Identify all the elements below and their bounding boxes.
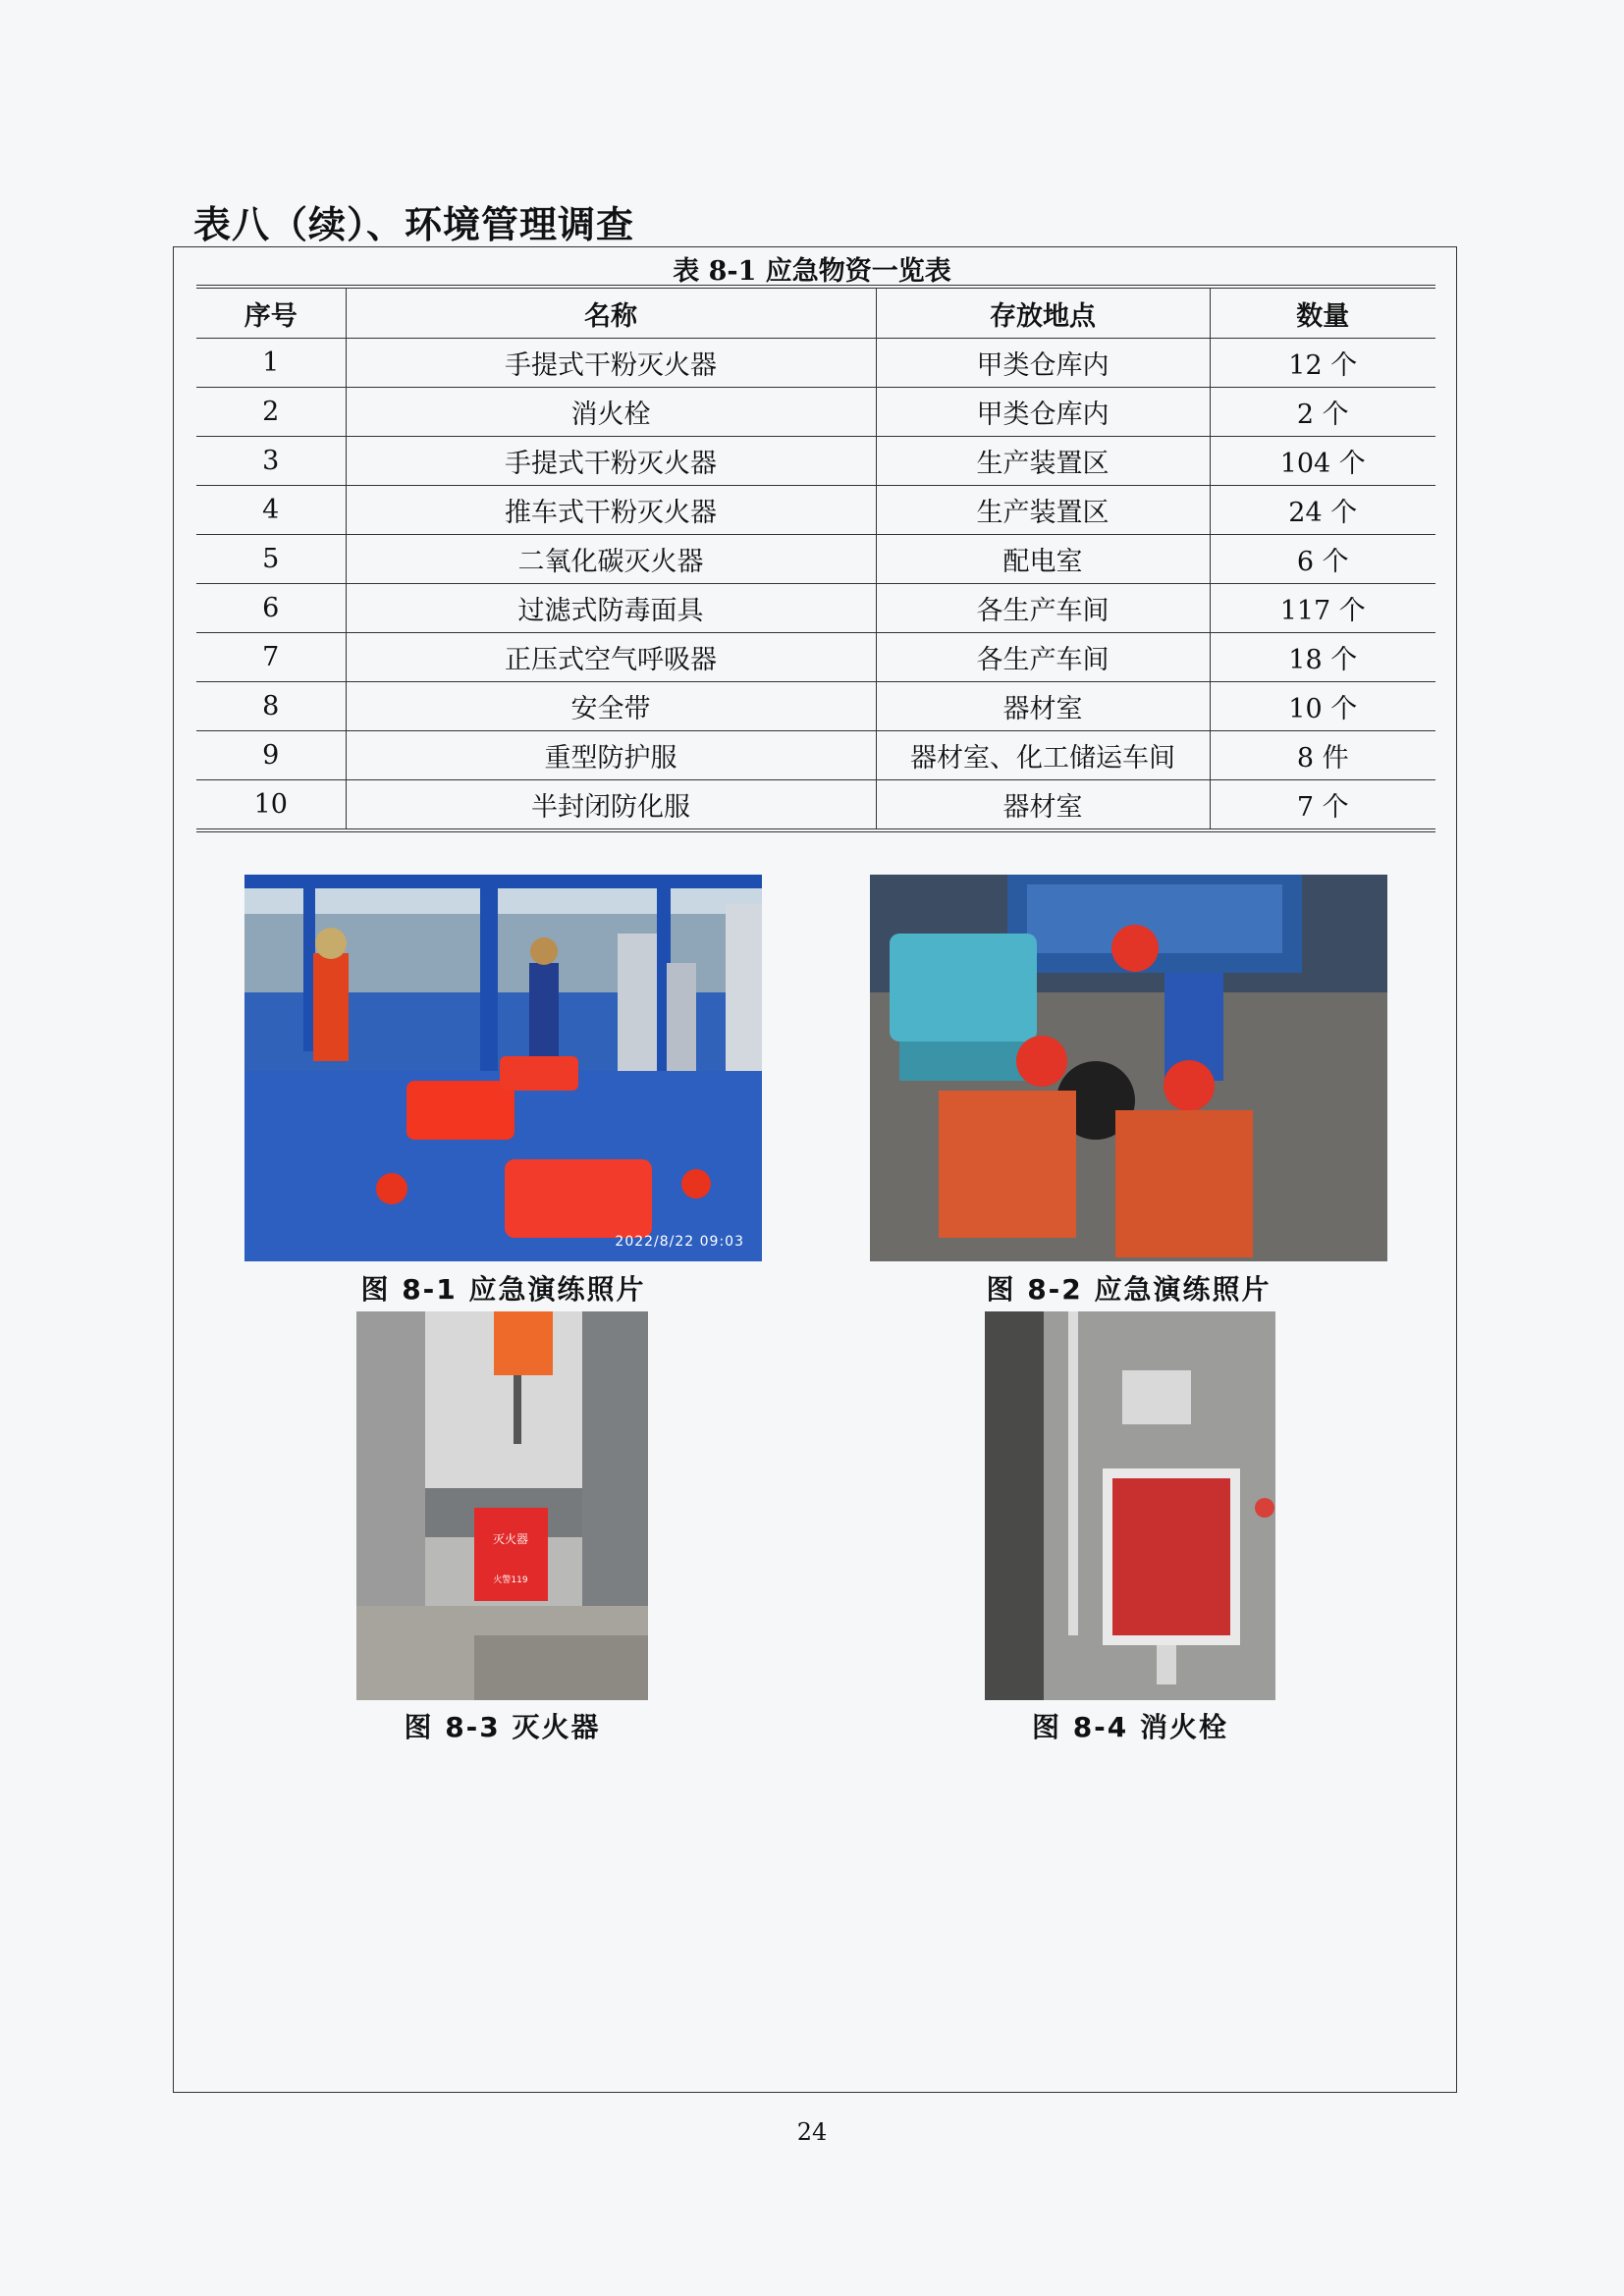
cell-name: 手提式干粉灭火器: [346, 437, 876, 486]
figure-caption-8-2: 图 8-2 应急演练照片: [986, 1273, 1272, 1306]
table-row: [196, 339, 1435, 388]
cell-name: 二氧化碳灭火器: [346, 535, 876, 584]
table-row: [196, 682, 1435, 731]
photo-timestamp: 2022/8/22 09:03: [615, 1234, 744, 1250]
table-caption: 表 8-1 应急物资一览表: [673, 256, 951, 287]
table-row: [196, 388, 1435, 437]
drill-photo-1: [244, 875, 762, 1261]
cell-location: 器材室: [876, 682, 1210, 731]
cell-location: 各生产车间: [876, 633, 1210, 682]
cell-name: 推车式干粉灭火器: [346, 486, 876, 535]
cell-quantity: 12 个: [1210, 339, 1435, 388]
fire-extinguisher-photo: [356, 1311, 648, 1700]
cell-quantity: 6 个: [1210, 535, 1435, 584]
cell-quantity: 2 个: [1210, 388, 1435, 437]
cell-index: 7: [196, 633, 346, 682]
cell-quantity: 7 个: [1210, 780, 1435, 831]
header-name: 名称: [346, 287, 876, 339]
extinguisher-box-label: 灭火器: [492, 1532, 529, 1546]
cell-quantity: 24 个: [1210, 486, 1435, 535]
cell-name: 半封闭防化服: [346, 780, 876, 831]
table-row: [196, 731, 1435, 780]
cell-index: 1: [196, 339, 346, 388]
cell-name: 消火栓: [346, 388, 876, 437]
cell-index: 3: [196, 437, 346, 486]
cell-location: 生产装置区: [876, 486, 1210, 535]
section-heading: 表八（续）、环境管理调查: [193, 203, 635, 246]
cell-quantity: 104 个: [1210, 437, 1435, 486]
table-row: [196, 633, 1435, 682]
table-row: [196, 437, 1435, 486]
extinguisher-box-phone: 火警119: [493, 1575, 528, 1585]
table-row: [196, 535, 1435, 584]
cell-location: 配电室: [876, 535, 1210, 584]
header-quantity: 数量: [1210, 287, 1435, 339]
cell-name: 过滤式防毒面具: [346, 584, 876, 633]
fire-extinguisher-photo-image: [356, 1311, 648, 1700]
table-row: [196, 486, 1435, 535]
figure-caption-8-1: 图 8-1 应急演练照片: [360, 1273, 646, 1306]
figure-caption-8-3: 图 8-3 灭火器: [404, 1711, 601, 1743]
cell-name: 安全带: [346, 682, 876, 731]
cell-location: 甲类仓库内: [876, 388, 1210, 437]
cell-index: 8: [196, 682, 346, 731]
cell-location: 器材室、化工储运车间: [876, 731, 1210, 780]
cell-index: 9: [196, 731, 346, 780]
drill-photo-2: [870, 875, 1387, 1261]
figure-caption-8-4: 图 8-4 消火栓: [1031, 1711, 1229, 1743]
header-index: 序号: [196, 287, 346, 339]
cell-index: 6: [196, 584, 346, 633]
page-number: 24: [796, 2118, 828, 2146]
cell-location: 生产装置区: [876, 437, 1210, 486]
cell-index: 4: [196, 486, 346, 535]
cell-location: 各生产车间: [876, 584, 1210, 633]
emergency-supplies-table: [196, 285, 1435, 832]
cell-name: 正压式空气呼吸器: [346, 633, 876, 682]
table-header-row: [196, 287, 1435, 339]
drill-photo-2-image: [870, 875, 1387, 1261]
cell-quantity: 10 个: [1210, 682, 1435, 731]
cell-name: 手提式干粉灭火器: [346, 339, 876, 388]
table-row: [196, 584, 1435, 633]
cell-quantity: 18 个: [1210, 633, 1435, 682]
fire-hydrant-photo-image: [985, 1311, 1275, 1700]
cell-index: 10: [196, 780, 346, 831]
cell-index: 5: [196, 535, 346, 584]
header-location: 存放地点: [876, 287, 1210, 339]
cell-location: 器材室: [876, 780, 1210, 831]
cell-name: 重型防护服: [346, 731, 876, 780]
table-row: [196, 780, 1435, 831]
cell-quantity: 117 个: [1210, 584, 1435, 633]
drill-photo-1-image: [244, 875, 762, 1261]
cell-quantity: 8 件: [1210, 731, 1435, 780]
cell-location: 甲类仓库内: [876, 339, 1210, 388]
cell-index: 2: [196, 388, 346, 437]
fire-hydrant-photo: [985, 1311, 1275, 1700]
